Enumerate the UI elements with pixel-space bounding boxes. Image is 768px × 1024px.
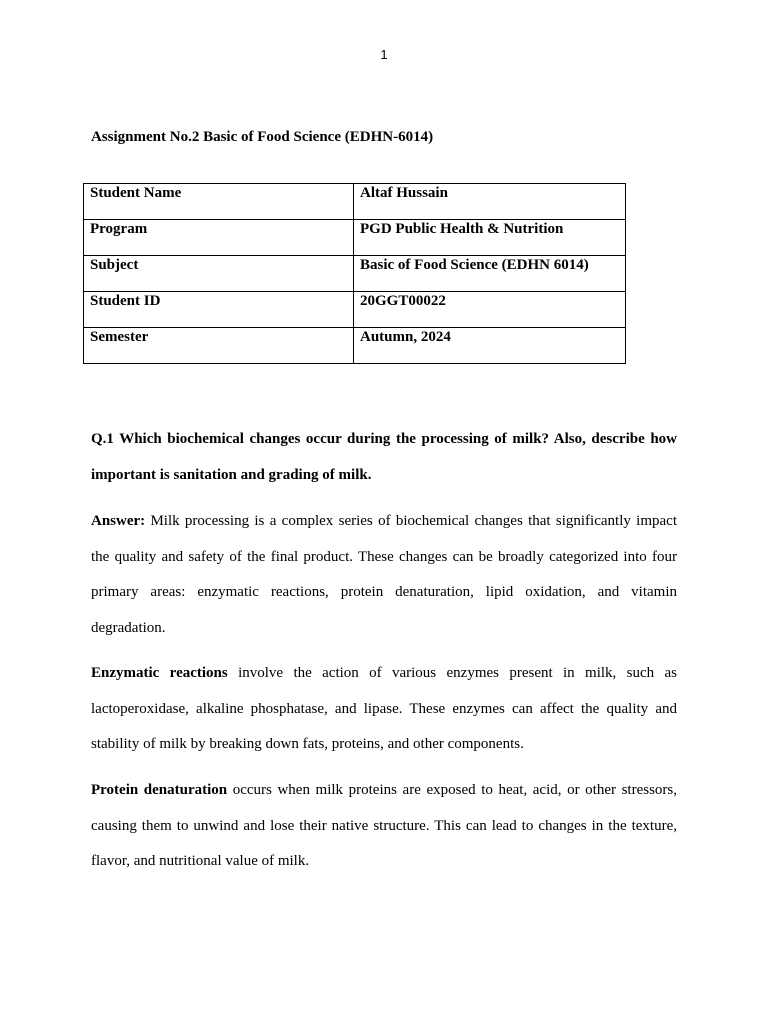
table-row — [84, 256, 626, 292]
page-number: 1 — [380, 47, 388, 62]
question-1: Q.1 Which biochemical changes occur during the processing of milk? Also, describe how important is sanitation and grading of milk. — [91, 431, 677, 483]
table-row — [84, 328, 626, 364]
row-label-student-id: Student ID — [84, 292, 354, 328]
protein-denaturation-label: Protein denaturation — [91, 782, 228, 798]
row-value-student-name: Altaf Hussain — [354, 184, 626, 220]
row-label-student-name: Student Name — [84, 184, 354, 220]
student-info-table — [83, 183, 626, 364]
row-value-semester: Autumn, 2024 — [354, 328, 626, 364]
protein-denaturation-paragraph — [91, 773, 677, 880]
table-row — [84, 184, 626, 220]
answer-label: Answer: — [91, 513, 146, 529]
table-row — [84, 220, 626, 256]
row-value-subject: Basic of Food Science (EDHN 6014) — [354, 256, 626, 292]
answer-paragraph — [91, 504, 677, 646]
row-value-student-id: 20GGT00022 — [354, 292, 626, 328]
enzymatic-reactions-paragraph — [91, 656, 677, 763]
enzymatic-reactions-text: involve the action of various enzymes present in milk, such as lactoperoxidase, alkaline phosphatase, and lipase. These enzymes can affect the quality and stability of milk by breaking down fats, proteins, and other components. — [91, 665, 677, 752]
row-label-program: Program — [84, 220, 354, 256]
row-value-program: PGD Public Health & Nutrition — [354, 220, 626, 256]
assignment-title: Assignment No.2 Basic of Food Science (EDHN-6014) — [91, 129, 434, 145]
enzymatic-reactions-label: Enzymatic reactions — [91, 665, 228, 681]
row-label-subject: Subject — [84, 256, 354, 292]
protein-denaturation-text: occurs when milk proteins are exposed to heat, acid, or other stressors, causing them to unwind and lose their native structure. This can lead to changes in the texture, flavor, and nutritional value of milk. — [91, 782, 678, 869]
table-row — [84, 292, 626, 328]
answer-text: Milk processing is a complex series of biochemical changes that significantly impact the quality and safety of the final product. These changes can be broadly categorized into four primary areas: enzymatic reactions, protein denaturation, lipid oxidation, and vitamin degradation. — [91, 513, 677, 636]
row-label-semester: Semester — [84, 328, 354, 364]
